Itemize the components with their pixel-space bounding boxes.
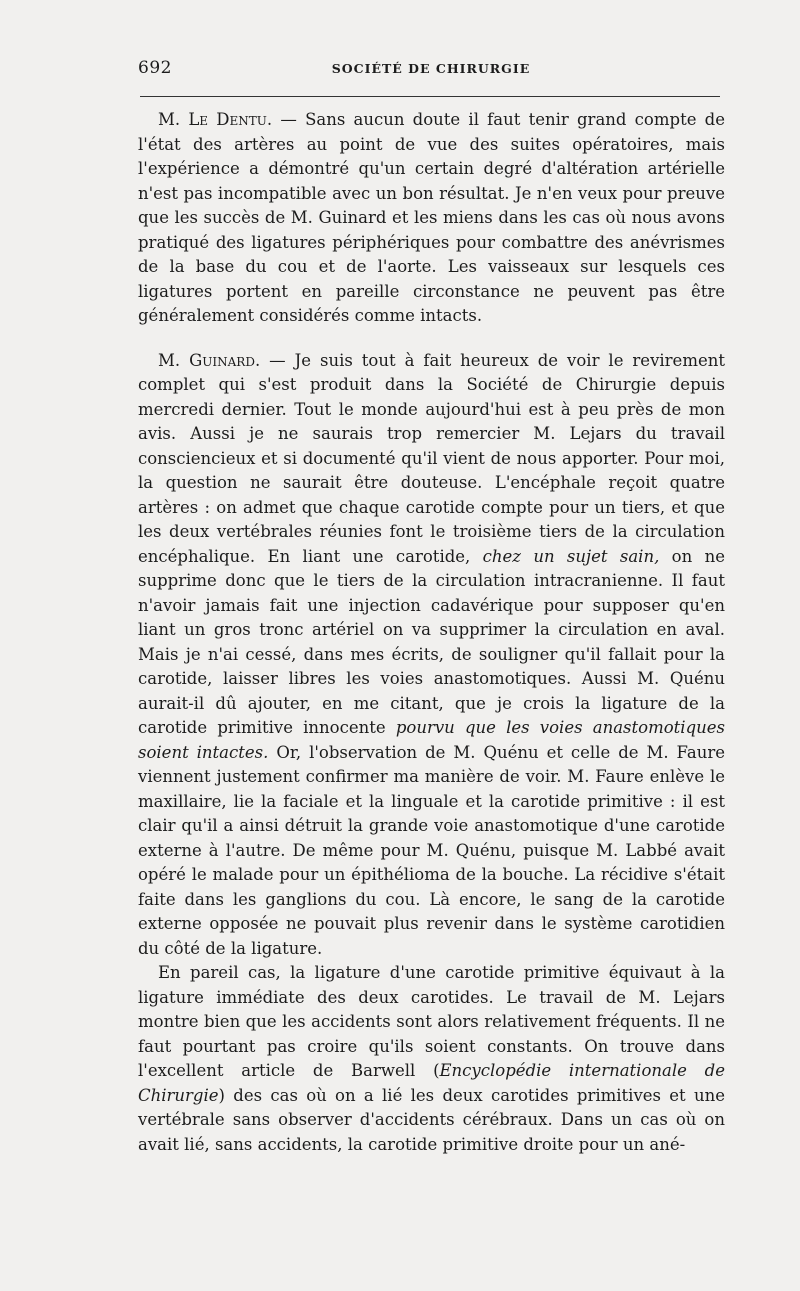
running-title: SOCIÉTÉ DE CHIRURGIE xyxy=(331,61,531,76)
italic-phrase: chez un sujet sain, xyxy=(482,546,660,566)
header-rule xyxy=(140,96,720,97)
italic-phrase: pourvu que les voies anastomotiques soient intactes. xyxy=(138,718,725,762)
italic-phrase: Encyclopédie internationale de Chirurgie xyxy=(138,1061,725,1105)
paragraph-text: ) des cas où on a lié les deux carotides primitives et une vertébrale sans observer d'accidents cérébraux. Dans un cas où on avait lié, sans accidents, la carotide primitive droite pour un ané- xyxy=(138,1085,725,1154)
paragraph-text: on ne supprime donc que le tiers de la circulation intracranienne. Il faut n'avoir jamais fait une injection cadavérique pour supposer qu'en liant un gros tronc artériel on va supprimer la circulation en aval. Mais je n'ai cessé, dans mes écrits, de souligner qu'il fallait pour la carotide, laisser libres les voies anastomotiques. Aussi M. Quénu aurait-il dû ajouter, en me citant, que je crois la ligature de la carotide primitive innocente xyxy=(138,546,725,737)
paragraph-guinard xyxy=(138,349,725,962)
paragraph-continuation xyxy=(138,961,725,1157)
paragraph-text: Or, l'observation de M. Quénu et celle de M. Faure viennent justement confirmer ma manière de voir. M. Faure enlève le maxillaire, lie la faciale et la linguale et la carotide primitive : il est clair qu'il a ainsi détruit la grande voie anastomotique d'une carotide externe à l'autre. De même pour M. Quénu, puisque M. Labbé avait opéré le malade pour un épithélioma de la bouche. La récidive s'était faite dans les ganglions du cou. Là encore, le sang de la carotide externe opposée ne pouvait plus revenir dans le système carotidien du côté de la ligature. xyxy=(138,742,725,958)
paragraph-le-dentu xyxy=(138,108,725,329)
paragraph-text: — Sans aucun doute il faut tenir grand compte de l'état des artères au point de vue des suites opératoires, mais l'expérience a démontré qu'un certain degré d'altération artérielle n'est pas incompatible avec un bon résultat. Je n'en veux pour preuve que les succès de M. Guinard et les miens dans les cas où nous avons pratiqué des ligatures périphériques pour combattre des anévrismes de la base du cou et de l'aorte. Les vaisseaux sur lesquels ces ligatures portent en pareille circonstance ne peuvent pas être généralement considérés comme intacts. xyxy=(138,110,725,325)
paragraph-text: En pareil cas, la ligature d'une carotide primitive équivaut à la ligature immédiate des deux carotides. Le travail de M. Lejars montre bien que les accidents sont alors relativement fréquents. Il ne faut pourtant pas croire qu'ils soient constants. On trouve dans l'excellent article de Barwell ( xyxy=(138,963,725,1080)
page-header xyxy=(138,58,724,84)
page-number: 692 xyxy=(138,58,172,78)
speaker-name: M. Le Dentu. xyxy=(158,110,273,129)
paragraph-text: — Je suis tout à fait heureux de voir le revirement complet qui s'est produit dans la Société de Chirurgie depuis mercredi dernier. Tout le monde aujourd'hui est à peu près de mon avis. Aussi je ne saurais trop remercier M. Lejars du travail consciencieux et si documenté qu'il vient de nous apporter. Pour moi, la question ne saurait être douteuse. L'encéphale reçoit quatre artères : on admet que chaque carotide compte pour un tiers, et que les deux vertébrales réunies font le troisième tiers de la circulation encéphalique. En liant une carotide, xyxy=(138,350,725,566)
speaker-name: M. Guinard. xyxy=(158,350,261,370)
body-text xyxy=(138,108,725,1157)
